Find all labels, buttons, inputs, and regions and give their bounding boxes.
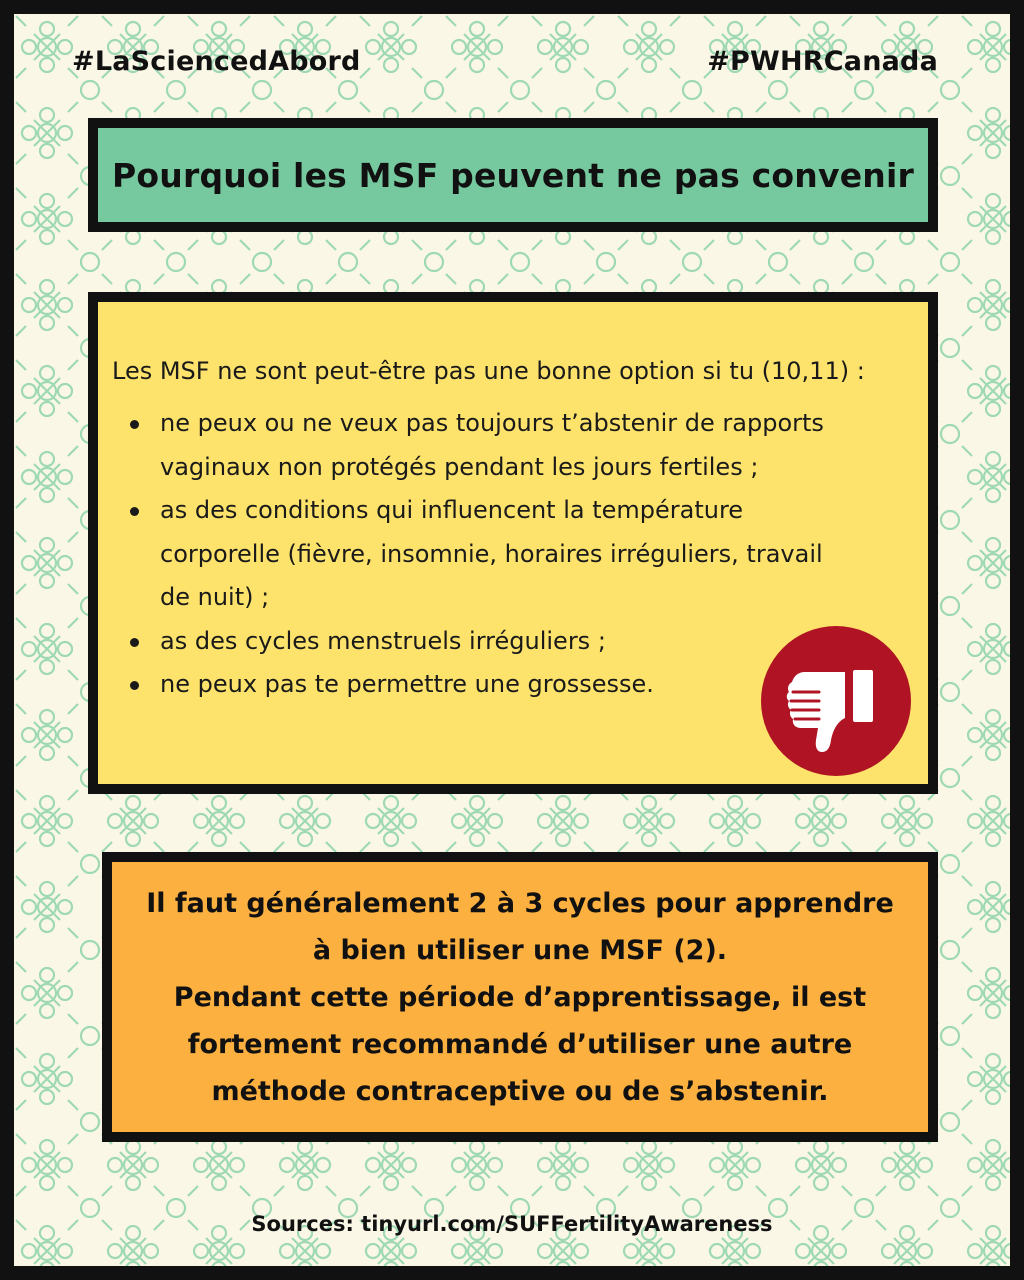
list-item-text: as des conditions qui influencent la température corporelle (fièvre, insomnie, horaires irréguliers, travail de nuit) ; xyxy=(160,496,823,611)
bullet-icon xyxy=(130,681,139,690)
poster-canvas xyxy=(14,14,1010,1266)
title-banner xyxy=(88,118,938,232)
reasons-list xyxy=(112,402,842,707)
list-item xyxy=(112,489,842,620)
list-item-text: ne peux ou ne veux pas toujours t’abstenir de rapports vaginaux non protégés pendant les jours fertiles ; xyxy=(160,409,824,481)
list-item xyxy=(112,402,842,489)
note-line: à bien utiliser une MSF (2). xyxy=(312,934,728,966)
reasons-panel xyxy=(88,292,938,794)
hashtag-left: #LaSciencedAbord xyxy=(72,46,361,77)
note-line: Pendant cette période d’apprentissage, il est xyxy=(173,981,867,1013)
note-line: méthode contraceptive ou de s’abstenir. xyxy=(211,1075,829,1107)
list-item-text: ne peux pas te permettre une grossesse. xyxy=(160,670,654,698)
thumbs-down-glyph xyxy=(761,626,911,776)
hashtag-right: #PWHRCanada xyxy=(707,46,938,77)
note-line: fortement recommandé d’utiliser une autre xyxy=(187,1028,853,1060)
note-line: Il faut généralement 2 à 3 cycles pour apprendre xyxy=(146,887,894,919)
list-item xyxy=(112,620,842,664)
bullet-icon xyxy=(130,507,139,516)
reasons-intro: Les MSF ne sont peut-être pas une bonne option si tu (10,11) : xyxy=(112,357,865,385)
bullet-icon xyxy=(130,420,139,429)
list-item xyxy=(112,663,842,707)
learning-note-panel xyxy=(102,852,938,1142)
thumbs-down-icon xyxy=(761,626,911,776)
bullet-icon xyxy=(130,638,139,647)
page-title: Pourquoi les MSF peuvent ne pas convenir xyxy=(112,155,914,195)
list-item-text: as des cycles menstruels irréguliers ; xyxy=(160,626,606,655)
learning-note xyxy=(146,880,894,1115)
sources-line: Sources: tinyurl.com/SUFFertilityAwareness xyxy=(251,1212,773,1236)
